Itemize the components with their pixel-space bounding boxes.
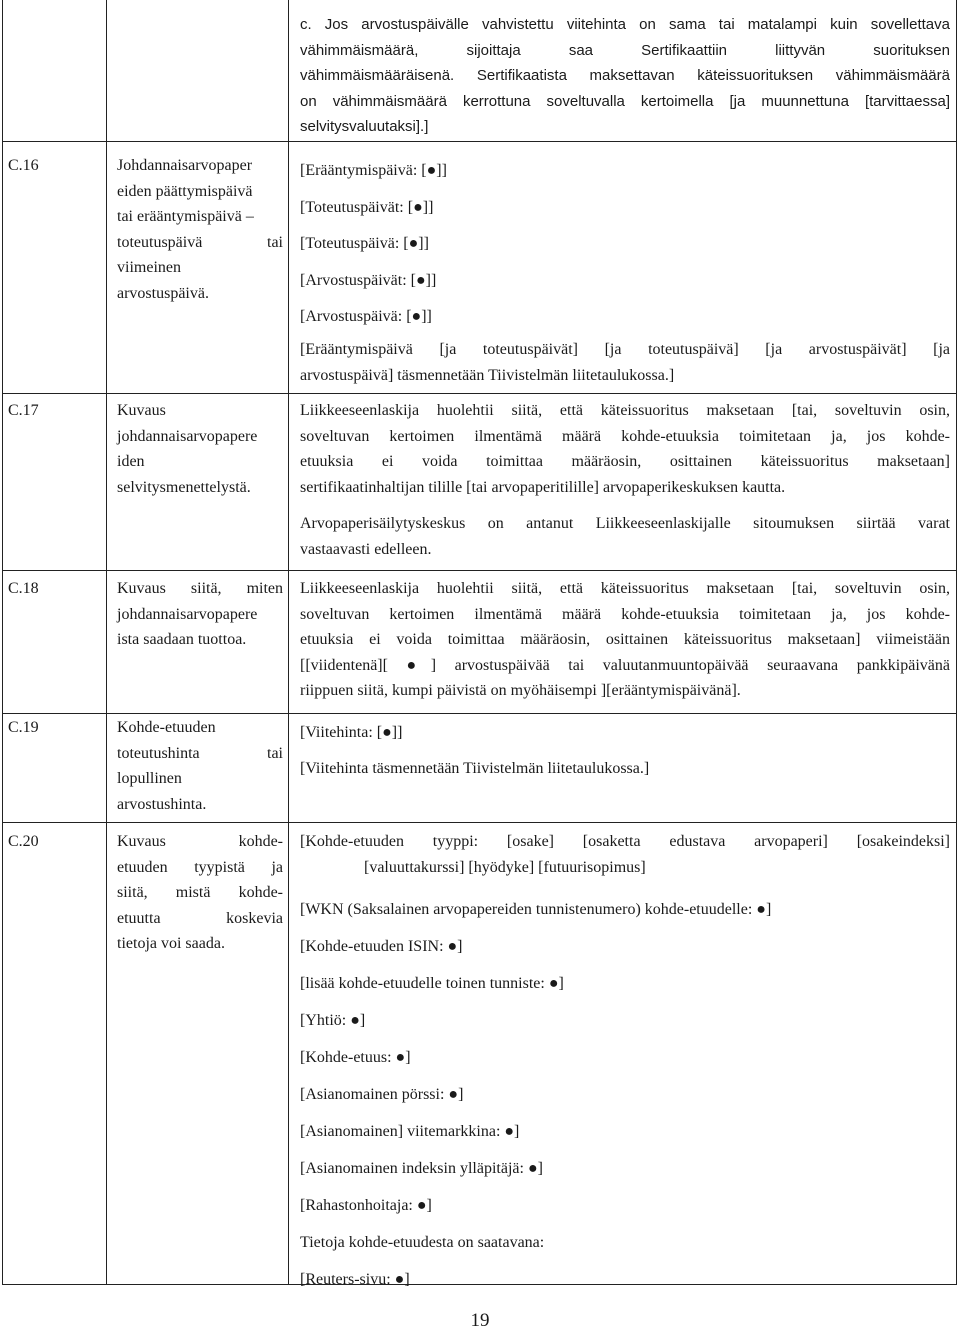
settlement-paragraph-c17 [300, 398, 950, 500]
note-c16 [300, 337, 950, 388]
row-label-c19 [117, 715, 283, 817]
label-line: johdannaisarvopapere [117, 605, 258, 623]
index-sponsor-item: [Asianomainen indeksin ylläpitäjä: ●] [300, 1160, 543, 1177]
text-line: [[viidentenä][ ●] arvostuspäivää tai valuutanmuuntopäivää seuraavana pankkipäivänä [300, 656, 950, 674]
text-line: soveltuvan kertoimen ilmentämä määrä kohde-etuuksia toimitetaan ja, jos kohde- [300, 427, 950, 445]
text-line: [Kohde-etuuden tyyppi: [osake] [osaketta edustava arvopaperi] [osakeindeksi] [300, 833, 950, 850]
row-divider-c19 [2, 713, 957, 714]
reference-price-note: [Viitehinta täsmennetään Tiivistelmän liitetaulukossa.] [300, 760, 650, 777]
other-identifier-item: [lisää kohde-etuudelle toinen tunniste: ●] [300, 975, 564, 992]
custody-paragraph-c17 [300, 511, 950, 562]
row-number-c16: C.16 [8, 157, 39, 174]
text-line: vähimmäismääräisenä. Sertifikaatista maksettavan käteissuorituksen vähimmäismäärä [300, 67, 950, 84]
label-line: toteutushinta tai [117, 744, 283, 762]
text-line: sertifikaatinhaltijan tilille [tai arvopaperitilille] arvopaperikeskuksen kautta. [300, 478, 786, 496]
row-divider-c16 [2, 141, 957, 142]
underlying-type-c20 [300, 829, 950, 880]
label-line: Kuvaus kohde- [117, 833, 283, 850]
text-line: soveltuvan kertoimen ilmentämä määrä kohde-etuuksia toimitetaan ja, jos kohde- [300, 605, 950, 623]
label-line: selvitysmenettelystä. [117, 478, 251, 496]
reference-price-item: [Viitehinta: [●]] [300, 724, 403, 741]
label-line: Kuvaus [117, 402, 166, 419]
label-line: iden [117, 453, 145, 470]
text-line: Liikkeeseenlaskija huolehtii siitä, että käteissuoritus maksetaan [tai, soveltuvin osin, [300, 402, 950, 419]
row-label-c16 [117, 153, 283, 306]
exercise-date-item: [Toteutuspäivä: [●]] [300, 235, 429, 252]
text-line: arvostuspäivä] täsmennetään Tiivistelmän liitetaulukossa.] [300, 366, 675, 384]
text-line: vähimmäismäärä, sijoittaja saa Sertifikaattiin liittyvän suorituksen [300, 41, 950, 59]
row-label-c17 [117, 398, 283, 500]
reuters-page-item: [Reuters-sivu: ●] [300, 1271, 410, 1288]
row-divider-c18 [2, 570, 957, 571]
label-line: siitä, mistä kohde- [117, 884, 283, 901]
row-number-c20: C.20 [8, 833, 39, 850]
row-divider-c17 [2, 393, 957, 394]
row-divider-c20 [2, 822, 957, 823]
date-items-c16 [300, 153, 447, 336]
row-number-c17: C.17 [8, 402, 39, 419]
text-line: on vähimmäismäärä kerrottuna soveltuvalla kertoimella [ja muunnettuna [tarvittaessa] [300, 92, 950, 110]
isin-item: [Kohde-etuuden ISIN: ●] [300, 938, 463, 955]
page-number: 19 [470, 1310, 490, 1331]
column-divider-1 [106, 0, 107, 1285]
reference-price-c19 [300, 715, 649, 787]
return-paragraph-c18 [300, 576, 950, 704]
text-line: c. Jos arvostuspäivälle vahvistettu viitehinta on sama tai matalampi kuin sovellettava [300, 16, 950, 33]
company-item: [Yhtiö: ●] [300, 1012, 366, 1029]
fund-manager-item: [Rahastonhoitaja: ●] [300, 1197, 432, 1214]
column-divider-2 [288, 0, 289, 1285]
label-line: lopullinen [117, 770, 182, 787]
info-source-heading: Tietoja kohde-etuudesta on saatavana: [300, 1234, 545, 1251]
label-line: Johdannaisarvopaper [117, 157, 253, 174]
row-number-c19: C.19 [8, 719, 39, 736]
reference-market-item: [Asianomainen] viitemarkkina: ●] [300, 1123, 520, 1140]
label-line: arvostuspäivä. [117, 284, 209, 302]
row-number-c18: C.18 [8, 580, 39, 597]
text-line: Liikkeeseenlaskija huolehtii siitä, että käteissuoritus maksetaan [tai, soveltuvin osin, [300, 580, 950, 597]
text-line: vastaavasti edelleen. [300, 540, 432, 558]
label-line: arvostushinta. [117, 795, 207, 813]
underlying-item: [Kohde-etuus: ●] [300, 1049, 411, 1066]
label-line: eiden päättymispäivä [117, 182, 253, 200]
underlying-items-c20 [300, 891, 771, 1298]
label-line: Kohde-etuuden [117, 719, 216, 736]
valuation-date-item: [Arvostuspäivä: [●]] [300, 308, 432, 325]
text-line: [Erääntymispäivä [ja toteutuspäivät] [ja toteutuspäivä] [ja arvostuspäivät] [ja [300, 341, 950, 358]
text-line: [valuuttakurssi] [hyödyke] [futuurisopimus] [364, 858, 646, 876]
label-line: toteutuspäivä tai [117, 233, 283, 251]
label-line: etuuden tyypistä ja [117, 858, 283, 876]
text-line: etuuksia ei voida toimittaa määräosin, osittainen käteissuoritus maksetaan] viimeistään [300, 631, 950, 648]
row-label-c18 [117, 576, 283, 653]
label-line: Kuvaus siitä, miten [117, 580, 283, 597]
label-line: viimeinen [117, 259, 181, 276]
expiration-date-item: [Erääntymispäivä: [●]] [300, 162, 447, 179]
text-line: Arvopaperisäilytyskeskus on antanut Liikkeeseenlaskijalle sitoumuksen siirtää varat [300, 515, 950, 532]
exchange-item: [Asianomainen pörssi: ●] [300, 1086, 464, 1103]
label-line: tai erääntymispäivä – [117, 208, 254, 225]
label-line: tietoja voi saada. [117, 935, 225, 952]
wkn-item: [WKN (Saksalainen arvopapereiden tunnistenumero) kohde-etuudelle: ●] [300, 901, 772, 918]
text-line: riippuen siitä, kumpi päivistä on myöhäisempi ][erääntymispäivänä]. [300, 682, 741, 699]
exercise-dates-item: [Toteutuspäivät: [●]] [300, 198, 434, 216]
label-line: johdannaisarvopapere [117, 427, 258, 445]
row-label-c20 [117, 829, 283, 957]
label-line: etuutta koskevia [117, 909, 283, 927]
label-line: ista saadaan tuottoa. [117, 631, 247, 648]
intro-c-paragraph [300, 12, 950, 140]
text-line: etuuksia ei voida toimittaa määräosin, osittainen käteissuoritus maksetaan] [300, 453, 950, 470]
text-line: selvitysvaluutaksi].] [300, 118, 429, 135]
valuation-dates-item: [Arvostuspäivät: [●]] [300, 271, 437, 289]
